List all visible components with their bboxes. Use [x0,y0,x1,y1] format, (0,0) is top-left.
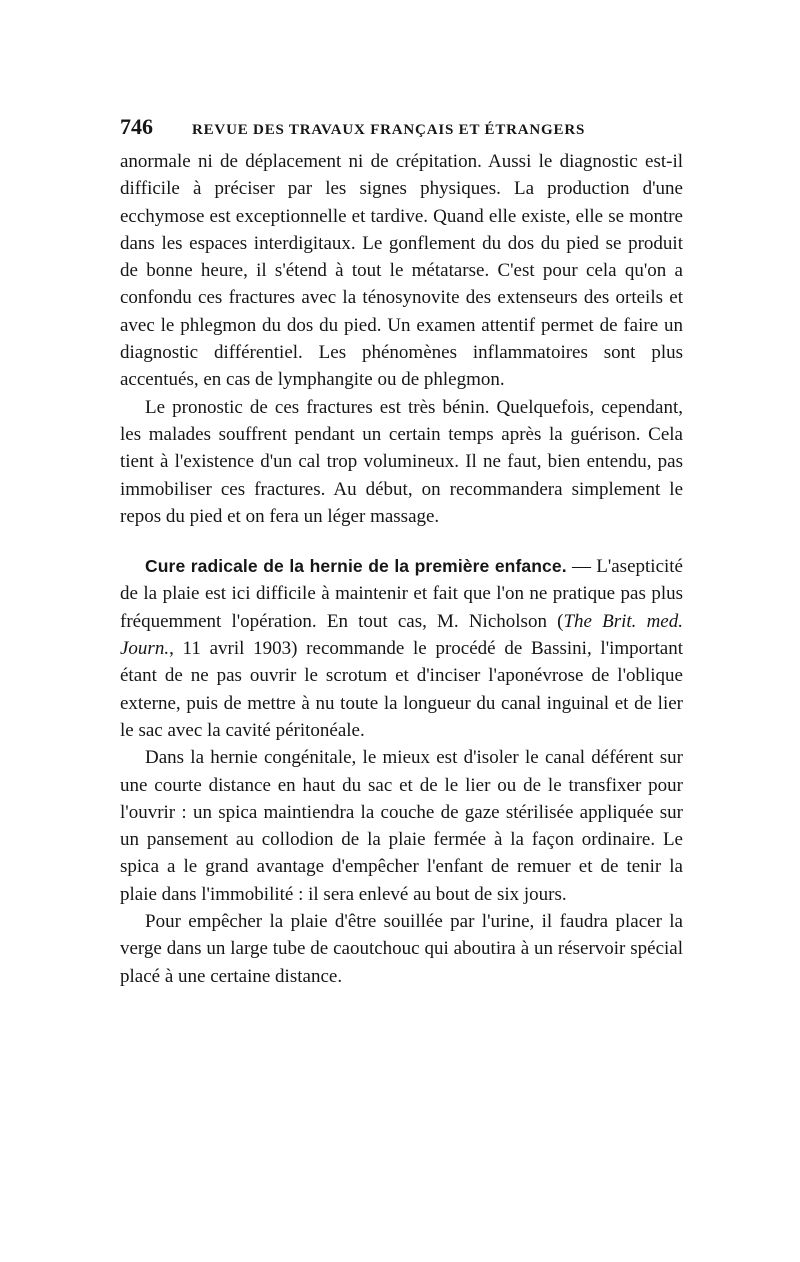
journal-citation: The Brit. med. Journ. [120,610,683,660]
paragraph-prognosis: Le pronostic de ces fractures est très bénin. Quelquefois, cependant, les malades souffrent pendant un certain temps après la guérison. Cela tient à l'existence d'un cal trop volumineux. Il ne faut, bien entendu, pas immobiliser ces fractures. Au début, on recommandera simplement le repos du pied et on fera un léger massage. [120,396,683,527]
section-text-before-citation: — L'asepticité de la plaie est ici difficile à maintenir et fait que l'on ne pratique pas plus fréquemment l'opération. En tout cas, M. Nicholson ( [120,556,683,632]
section-text-after-citation: , 11 avril 1903) recommande le procédé de Bassini, l'important étant de ne pas ouvrir le scrotum et d'inciser l'aponévrose de l'oblique externe, puis de mettre à nu toute la longueur du canal inguinal et de lier le sac avec la cavité péritonéale. [120,638,683,741]
section-paragraph-hernia [120,553,683,744]
paragraph-continuation: anormale ni de déplacement ni de crépitation. Aussi le diagnostic est-il difficile à préciser par les signes physiques. La production d'une ecchymose est exceptionnelle et tardive. Quand elle existe, elle se montre dans les espaces interdigitaux. Le gonflement du dos du pied se produit de bonne heure, il s'étend à tout le métatarse. C'est pour cela qu'on a confondu ces fractures avec la ténosynovite des extenseurs des orteils et avec le phlegmon du dos du pied. Un examen attentif permet de faire un diagnostic différentiel. Les phénomènes inflammatoires sont plus accentués, en cas de lymphangite ou de phlegmon. [120,151,683,391]
paragraph-congenital-hernia: Dans la hernie congénitale, le mieux est d'isoler le canal déférent sur une courte distance en haut du sac et de le lier ou de le transfixer pour l'ouvrir : un spica maintiendra la couche de gaze stérilisée appliquée sur un pansement au collodion de la plaie fermée à la façon ordinaire. Le spica a le grand avantage d'empêcher l'enfant de remuer et de tenir la plaie dans l'immobilité : il sera enlevé au bout de six jours. [120,747,683,905]
journal-title: REVUE DES TRAVAUX FRANÇAIS ET ÉTRANGERS [192,122,586,138]
running-head [120,114,683,144]
section-title: Cure radicale de la hernie de la première enfance. [145,556,567,577]
page-number: 746 [120,114,153,139]
document-page [120,114,683,990]
paragraph-urine-protection: Pour empêcher la plaie d'être souillée par l'urine, il faudra placer la verge dans un large tube de caoutchouc qui aboutira à un réservoir spécial placé à une certaine distance. [120,911,683,987]
